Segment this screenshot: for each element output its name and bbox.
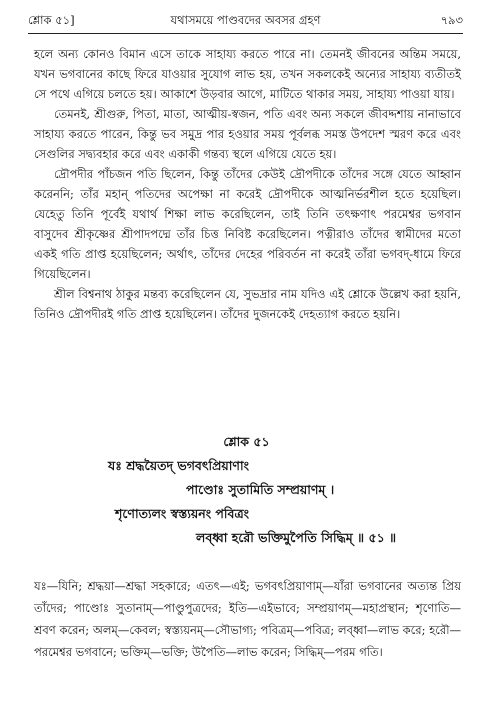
verse-line-1: যঃ শ্রদ্ধয়ৈতদ্ ভগবৎপ্রিয়াণাং xyxy=(108,458,249,473)
purport-paragraph-2: তেমনই, শ্রীগুরু, পিতা, মাতা, আত্মীয়-স্বজন, পতি এবং অন্য সকলে জীবদ্দশায় নানাভাবে সাহায্য করতে পারেন, কিন্তু ভব সমুদ্র পার হওয়ার সময় পূর্বলব্ধ সমস্ত উপদেশ স্মরণ করে এবং সেগুলির সদ্ব্যবহার করে এবং একাকী গন্তব্য স্থলে এগিয়ে যেতে হয়। xyxy=(34,107,461,161)
purport-paragraph-1: হলে অন্য কোনও বিমান এসে তাকে সাহায্য করতে পারে না। তেমনই জীবনের অন্তিম সময়ে, যখন ভগবানের কাছে ফিরে যাওয়ার সুযোগ লাভ হয়, তখন সকলকেই অন্যের সাহায্য ব্যতীতই সে পথে এগিয়ে চলতে হয়। আকাশে উড়বার আগে, মাটিতে থাকার সময়, সাহায্য পাওয়া যায়। xyxy=(34,47,461,101)
header-rule xyxy=(28,33,463,34)
header-chapter-title: যথাসময়ে পাণ্ডবদের অবসর গ্রহণ xyxy=(170,13,321,27)
running-header xyxy=(28,12,463,30)
word-meanings: যঃ—যিনি; শ্রদ্ধয়া—শ্রদ্ধা সহকারে; এতৎ—এই; ভগবৎপ্রিয়াণাম্—যাঁরা ভগবানের অত্যন্ত প্রিয় তাঁদের; পাণ্ডোঃ সুতানাম্—পাণ্ডুপুত্রদের; ইতি—এইভাবে; সম্প্রয়াণম্—মহাপ্রস্থান; শৃণোতি—শ্রবণ করেন; অলম্—কেবল; স্বস্ত্যয়নম্—সৌভাগ্য; পবিত্রম্—পবিত্র; লব্ধ্বা—লাভ করে; হরৌ—পরমেশ্বর ভগবানে; ভক্তিম্—ভক্তি; উপৈতি—লাভ করেন; সিদ্ধিম্—পরম গতি। xyxy=(34,579,461,659)
verse-line-4: লব্ধ্বা হরৌ ভক্তিমুপৈতি সিদ্ধিম্ ॥ ৫১ ॥ xyxy=(196,530,397,545)
header-verse-ref: শ্লোক ৫১] xyxy=(28,13,75,27)
purport-text xyxy=(34,44,461,324)
verse-line-2: পাণ্ডোঃ সুতামিতি সম্প্রয়াণম্ । xyxy=(186,482,335,497)
page-number: ৭৯৩ xyxy=(440,13,463,27)
purport-paragraph-4: শ্রীল বিশ্বনাথ ঠাকুর মন্তব্য করেছিলেন যে, সুভদ্রার নাম যদিও এই শ্লোকে উল্লেখ করা হয়নি, তিনিও দ্রৌপদীরই গতি প্রাপ্ত হয়েছিলেন। তাঁদের দুজনকেই দেহত্যাগ করতে হয়নি। xyxy=(34,287,461,321)
verse-title: শ্লোক ৫১ xyxy=(223,434,270,449)
verse-line-3: শৃণোত্যলং স্বস্ত্যয়নং পবিত্রং xyxy=(115,506,250,521)
purport-paragraph-3: দ্রৌপদীর পাঁচজন পতি ছিলেন, কিন্তু তাঁদের কেউই দ্রৌপদীকে তাঁদের সঙ্গে যেতে আহ্বান করেননি; তাঁর মহান্ পতিদের অপেক্ষা না করেই দ্রৌপদীকে আত্মনির্ভরশীল হতে হয়েছিল। যেহেতু তিনি পূর্বেই যথার্থ শিক্ষা লাভ করেছিলেন, তাই তিনি তৎক্ষণাৎ পরমেশ্বর ভগবান বাসুদেব শ্রীকৃষ্ণের শ্রীপাদপদ্মে তাঁর চিত্ত নিবিষ্ট করেছিলেন। পত্নীরাও তাঁদের স্বামীদের মতো একই গতি প্রাপ্ত হয়েছিলেন; অর্থাৎ, তাঁদের দেহের পরিবর্তন না করেই তাঁরা ভগবদ্-ধামে ফিরে গিয়েছিলেন। xyxy=(34,167,461,281)
verse-block xyxy=(0,430,493,545)
